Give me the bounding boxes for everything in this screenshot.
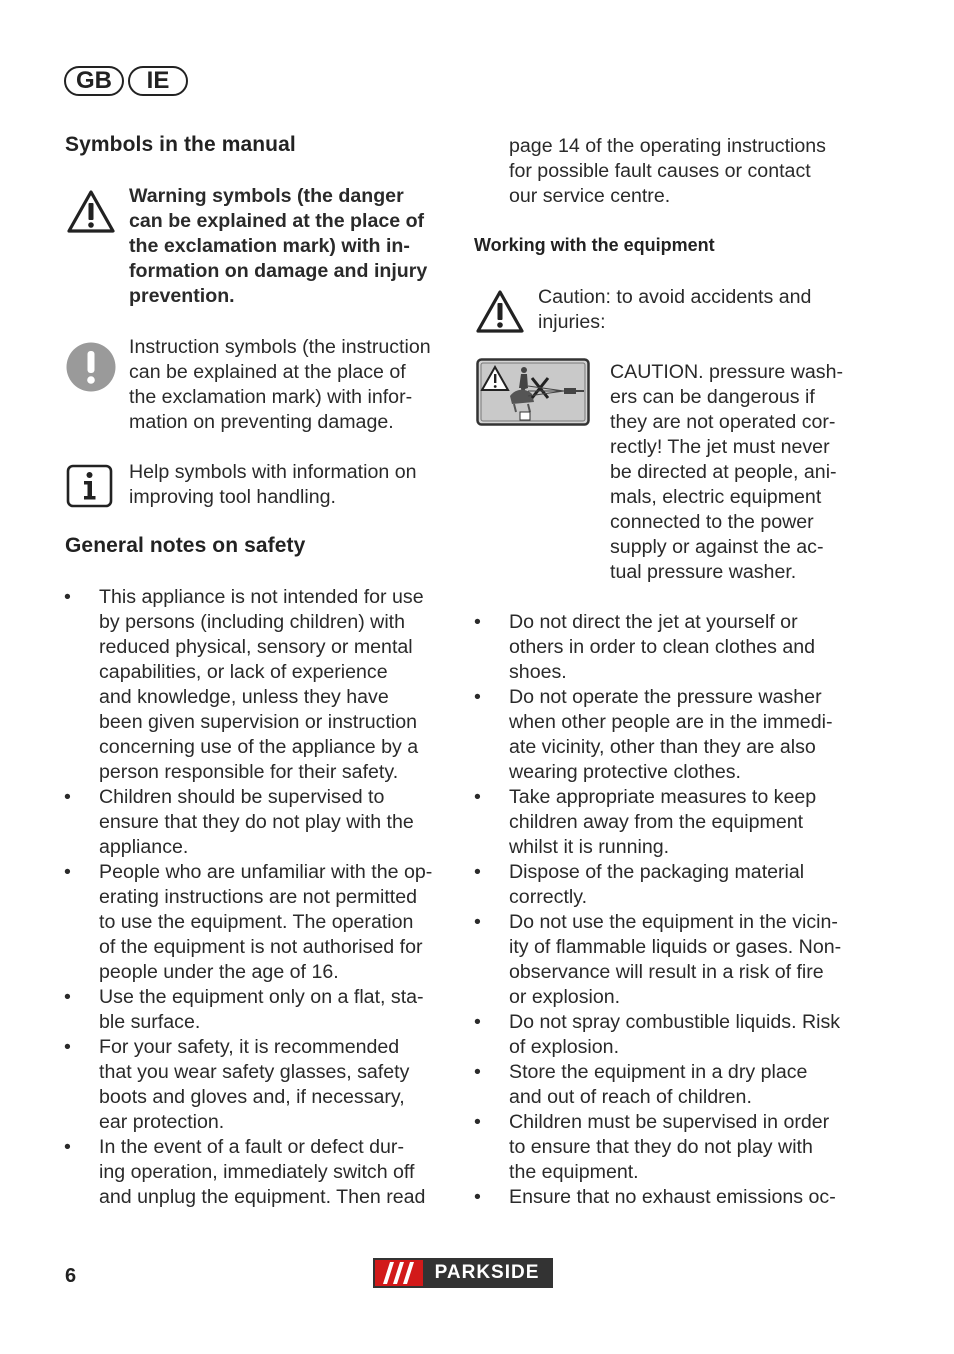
list-item-line: or explosion. [509, 986, 621, 1008]
bullet-icon: • [474, 1186, 481, 1208]
warning-symbol-text [129, 184, 459, 309]
list-item-line: and unplug the equipment. Then read [99, 1186, 426, 1208]
text-line: rectly! The jet must never [610, 436, 830, 458]
list-item-line: Ensure that no exhaust emissions oc- [509, 1186, 836, 1208]
text-line: injuries: [538, 311, 606, 333]
language-badge-gb: GB [64, 66, 124, 96]
list-item [64, 860, 464, 985]
working-heading: Working with the equipment [474, 235, 715, 255]
text-line: can be explained at the place of [129, 361, 406, 383]
list-item-line: Do not use the equipment in the vicin- [509, 911, 838, 933]
list-item [474, 1010, 874, 1060]
safety-heading: General notes on safety [65, 534, 306, 557]
bullet-icon: • [474, 861, 481, 883]
list-item [474, 910, 874, 1010]
list-item-line: others in order to clean clothes and [509, 636, 816, 658]
list-item-line: ear protection. [99, 1111, 225, 1133]
text-line: Warning symbols (the danger [129, 185, 404, 207]
list-item-line: Do not direct the jet at yourself or [509, 611, 798, 633]
list-item-line: and out of reach of children. [509, 1086, 752, 1108]
list-item-line: Take appropriate measures to keep [509, 786, 817, 808]
text-line: connected to the power [610, 511, 814, 533]
text-line: Instruction symbols (the instruction [129, 336, 431, 358]
list-item [474, 1060, 874, 1110]
logo-stripes-icon [375, 1260, 423, 1286]
help-symbol-text [129, 460, 459, 510]
symbols-heading: Symbols in the manual [65, 133, 296, 156]
bullet-icon: • [474, 786, 481, 808]
list-item-line: Use the equipment only on a flat, sta- [99, 986, 424, 1008]
list-item-line: of the equipment is not authorised for [99, 936, 423, 958]
working-bullet-list [474, 610, 874, 1210]
list-item-line: For your safety, it is recommended [99, 1036, 400, 1058]
language-badge-ie: IE [128, 66, 188, 96]
text-line: improving tool handling. [129, 486, 336, 508]
list-item-line: Do not spray combustible liquids. Risk [509, 1011, 841, 1033]
list-item [64, 585, 464, 785]
continuation-text [509, 134, 869, 209]
list-item-line: Store the equipment in a dry place [509, 1061, 808, 1083]
list-item-line: Dispose of the packaging material [509, 861, 805, 883]
list-item-line: people under the age of 16. [99, 961, 339, 983]
list-item-line: ity of flammable liquids or gases. Non- [509, 936, 842, 958]
list-item-line: by persons (including children) with [99, 611, 406, 633]
list-item-line: Children must be supervised in order [509, 1111, 830, 1133]
list-item-line: concerning use of the appliance by a [99, 736, 419, 758]
list-item-line: correctly. [509, 886, 588, 908]
bullet-icon: • [474, 611, 481, 633]
bullet-icon: • [474, 686, 481, 708]
list-item-line: appliance. [99, 836, 189, 858]
list-item-line: been given supervision or instruction [99, 711, 418, 733]
list-item-line: when other people are in the immedi- [509, 711, 833, 733]
list-item-line: wearing protective clothes. [509, 761, 741, 783]
list-item-line: ing operation, immediately switch off [99, 1161, 415, 1183]
list-item-line: boots and gloves and, if necessary, [99, 1086, 405, 1108]
list-item-line: ble surface. [99, 1011, 201, 1033]
parkside-logo [373, 1258, 553, 1288]
bullet-icon: • [474, 1111, 481, 1133]
bullet-icon: • [64, 1036, 71, 1058]
bullet-icon: • [64, 786, 71, 808]
instruction-exclamation-icon [66, 342, 116, 392]
text-line: Help symbols with information on [129, 461, 417, 483]
text-line: tual pressure washer. [610, 561, 797, 583]
list-item [474, 860, 874, 910]
list-item [474, 1110, 874, 1185]
list-item-line: Do not operate the pressure washer [509, 686, 822, 708]
list-item-line: person responsible for their safety. [99, 761, 399, 783]
list-item-line: This appliance is not intended for use [99, 586, 424, 608]
bullet-icon: • [474, 911, 481, 933]
list-item-line: reduced physical, sensory or mental [99, 636, 413, 658]
list-item [474, 785, 874, 860]
instruction-symbol-text [129, 335, 459, 435]
text-line: our service centre. [509, 185, 671, 207]
brand-wordmark: PARKSIDE [423, 1260, 551, 1286]
list-item-line: whilst it is running. [509, 836, 670, 858]
list-item [64, 1135, 464, 1210]
text-line: CAUTION. pressure wash- [610, 361, 844, 383]
list-item [474, 685, 874, 785]
page-number: 6 [65, 1265, 77, 1287]
list-item [64, 785, 464, 860]
text-line: for possible fault causes or contact [509, 160, 811, 182]
text-line: formation on damage and injury [129, 260, 428, 282]
list-item-line: to use the equipment. The operation [99, 911, 414, 933]
list-item [64, 1035, 464, 1135]
safety-bullet-list [64, 585, 464, 1210]
list-item-line: capabilities, or lack of experience [99, 661, 388, 683]
list-item-line: children away from the equipment [509, 811, 804, 833]
list-item-line: and knowledge, unless they have [99, 686, 389, 708]
list-item-line: Children should be supervised to [99, 786, 385, 808]
caution-triangle-icon [475, 289, 525, 335]
warning-triangle-icon [66, 189, 116, 235]
text-line: they are not operated cor- [610, 411, 836, 433]
text-line: ers can be dangerous if [610, 386, 815, 408]
bullet-icon: • [64, 586, 71, 608]
list-item-line: ate vicinity, other than they are also [509, 736, 816, 758]
bullet-icon: • [64, 986, 71, 1008]
bullet-icon: • [64, 1136, 71, 1158]
caution-small-text [538, 285, 858, 335]
text-line: prevention. [129, 285, 235, 307]
list-item-line: of explosion. [509, 1036, 620, 1058]
text-line: Caution: to avoid accidents and [538, 286, 812, 308]
list-item [64, 985, 464, 1035]
list-item-line: shoes. [509, 661, 567, 683]
list-item-line: ensure that they do not play with the [99, 811, 414, 833]
list-item-line: In the event of a fault or defect dur- [99, 1136, 404, 1158]
text-line: mation on preventing damage. [129, 411, 394, 433]
info-help-icon [66, 464, 113, 508]
text-line: be directed at people, ani- [610, 461, 837, 483]
list-item-line: People who are unfamiliar with the op- [99, 861, 433, 883]
caution-big-text [610, 360, 880, 585]
bullet-icon: • [474, 1061, 481, 1083]
text-line: page 14 of the operating instructions [509, 135, 826, 157]
bullet-icon: • [64, 861, 71, 883]
list-item-line: erating instructions are not permitted [99, 886, 418, 908]
text-line: supply or against the ac- [610, 536, 824, 558]
pressure-washer-warning-pictogram [476, 358, 590, 426]
text-line: mals, electric equipment [610, 486, 822, 508]
list-item [474, 610, 874, 685]
list-item-line: observance will result in a risk of fire [509, 961, 824, 983]
list-item-line: to ensure that they do not play with [509, 1136, 813, 1158]
text-line: can be explained at the place of [129, 210, 425, 232]
list-item-line: the equipment. [509, 1161, 639, 1183]
text-line: the exclamation mark) with infor- [129, 386, 413, 408]
list-item [474, 1185, 874, 1210]
bullet-icon: • [474, 1011, 481, 1033]
list-item-line: that you wear safety glasses, safety [99, 1061, 410, 1083]
text-line: the exclamation mark) with in- [129, 235, 410, 257]
